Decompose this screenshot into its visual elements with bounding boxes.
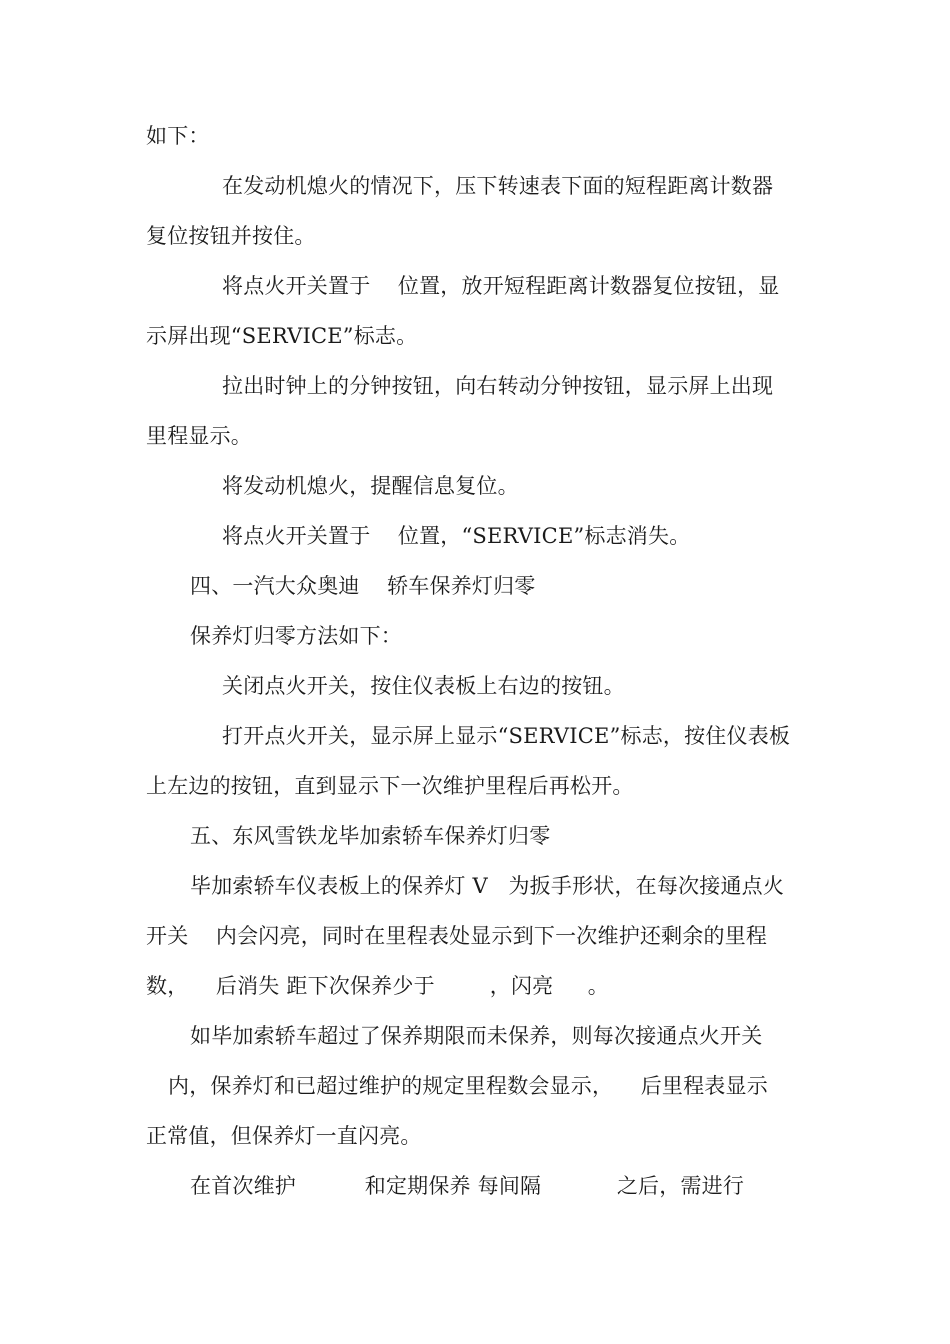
text-line-1: 如下：: [146, 124, 210, 148]
text-line-4: 将点火开关置于 位置，放开短程距离计数器复位按钮，显: [222, 274, 780, 298]
text-line-22: 在首次维护 和定期保养 每间隔 之后，需进行: [190, 1174, 745, 1198]
text-line-18: 数， 后消失 距下次保养少于 ，闪亮 。: [146, 974, 609, 998]
text-line-6: 拉出时钟上的分钟按钮，向右转动分钟按钮，显示屏上出现: [222, 374, 774, 398]
text-line-14: 上左边的按钮，直到显示下一次维护里程后再松开。: [146, 774, 634, 798]
text-line-21: 正常值，但保养灯一直闪亮。: [146, 1124, 422, 1148]
text-line-13: 打开点火开关，显示屏上显示“SERVICE”标志，按住仪表板: [222, 724, 791, 748]
text-line-11: 保养灯归零方法如下：: [190, 624, 402, 648]
text-line-16: 毕加索轿车仪表板上的保养灯 V 为扳手形状，在每次接通点火: [190, 874, 785, 898]
text-line-8: 将发动机熄火，提醒信息复位。: [222, 474, 519, 498]
text-line-2: 在发动机熄火的情况下，压下转速表下面的短程距离计数器: [222, 174, 774, 198]
text-line-7: 里程显示。: [146, 424, 252, 448]
section-heading-5: 五、东风雪铁龙毕加索轿车保养灯归零: [190, 824, 551, 848]
text-line-3: 复位按钮并按住。: [146, 224, 316, 248]
text-line-19: 如毕加索轿车超过了保养期限而未保养，则每次接通点火开关: [190, 1024, 763, 1048]
text-line-5: 示屏出现“SERVICE”标志。: [146, 324, 418, 348]
section-heading-4: 四、一汽大众奥迪 轿车保养灯归零: [190, 574, 536, 598]
text-line-9: 将点火开关置于 位置，“SERVICE”标志消失。: [222, 524, 691, 548]
text-line-20: 内，保养灯和已超过维护的规定里程数会显示， 后里程表显示: [168, 1074, 768, 1098]
text-line-12: 关闭点火开关，按住仪表板上右边的按钮。: [222, 674, 625, 698]
text-line-17: 开关 内会闪亮，同时在里程表处显示到下一次维护还剩余的里程: [146, 924, 768, 948]
